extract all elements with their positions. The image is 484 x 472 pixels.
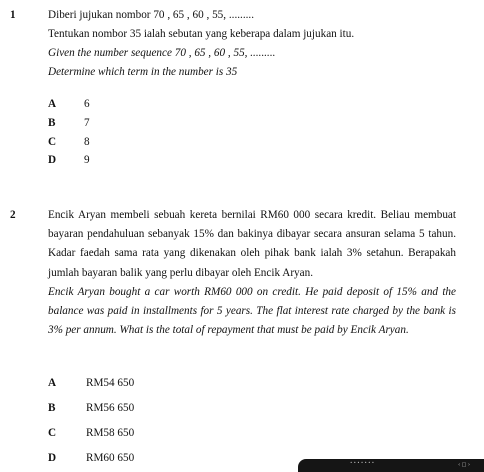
q2-option-c-text: RM58 650 (86, 427, 135, 439)
q1-option-c-text: 8 (84, 136, 90, 148)
question-1-line-malay-2: Tentukan nombor 35 ialah sebutan yang keberapa dalam jujukan itu. (48, 28, 355, 40)
q1-option-d-letter: D (48, 154, 57, 166)
bottom-toolbar[interactable] (298, 459, 484, 472)
q2-option-d-letter: D (48, 452, 57, 464)
q2-option-d-text: RM60 650 (86, 452, 135, 464)
q2-option-a-text: RM54 650 (86, 377, 135, 389)
q1-option-c-letter: C (48, 136, 57, 148)
q2-option-b-text: RM56 650 (86, 402, 135, 414)
question-2-malay-text: Encik Aryan membeli sebuah kereta bernilai RM60 000 secara kredit. Beliau membuat bayaran pendahuluan sebanyak 15% dan bakinya dibayar secara ansuran selama 5 tahun. Kadar faedah sama rata yang dikenakan oleh pihak bank ialah 3% setahun. Berapakah jumlah bayaran balik yang perlu dibayar oleh Encik Aryan. (48, 209, 456, 279)
question-1-number: 1 (10, 9, 16, 21)
question-1-line-english-1: Given the number sequence 70 , 65 , 60 , 55, ......... (48, 47, 276, 59)
q2-option-a-letter: A (48, 377, 57, 389)
q2-option-b-letter: B (48, 402, 56, 414)
question-1-stem (48, 6, 474, 82)
question-1-line-malay-1: Diberi jujukan nombor 70 , 65 , 60 , 55, ......... (48, 9, 255, 21)
q1-option-b-text: 7 (84, 117, 90, 129)
question-2-english-text: Encik Aryan bought a car worth RM60 000 on credit. He paid deposit of 15% and the balance was paid in installments for 5 years. The flat interest rate charged by the bank is 3% per annum. What is the total of repayment that must be paid by Encik Aryan. (48, 286, 456, 337)
question-2-number: 2 (10, 209, 16, 221)
q1-option-d-text: 9 (84, 154, 90, 166)
q2-option-c-letter: C (48, 427, 57, 439)
question-1-line-english-2: Determine which term in the number is 35 (48, 66, 238, 78)
toolbar-nav-icons[interactable]: ‹ □ › (458, 462, 470, 468)
q1-option-a-letter: A (48, 98, 57, 110)
q1-option-a-text: 6 (84, 98, 90, 110)
toolbar-text: • • • • • • • (350, 460, 375, 465)
q1-option-b-letter: B (48, 117, 56, 129)
